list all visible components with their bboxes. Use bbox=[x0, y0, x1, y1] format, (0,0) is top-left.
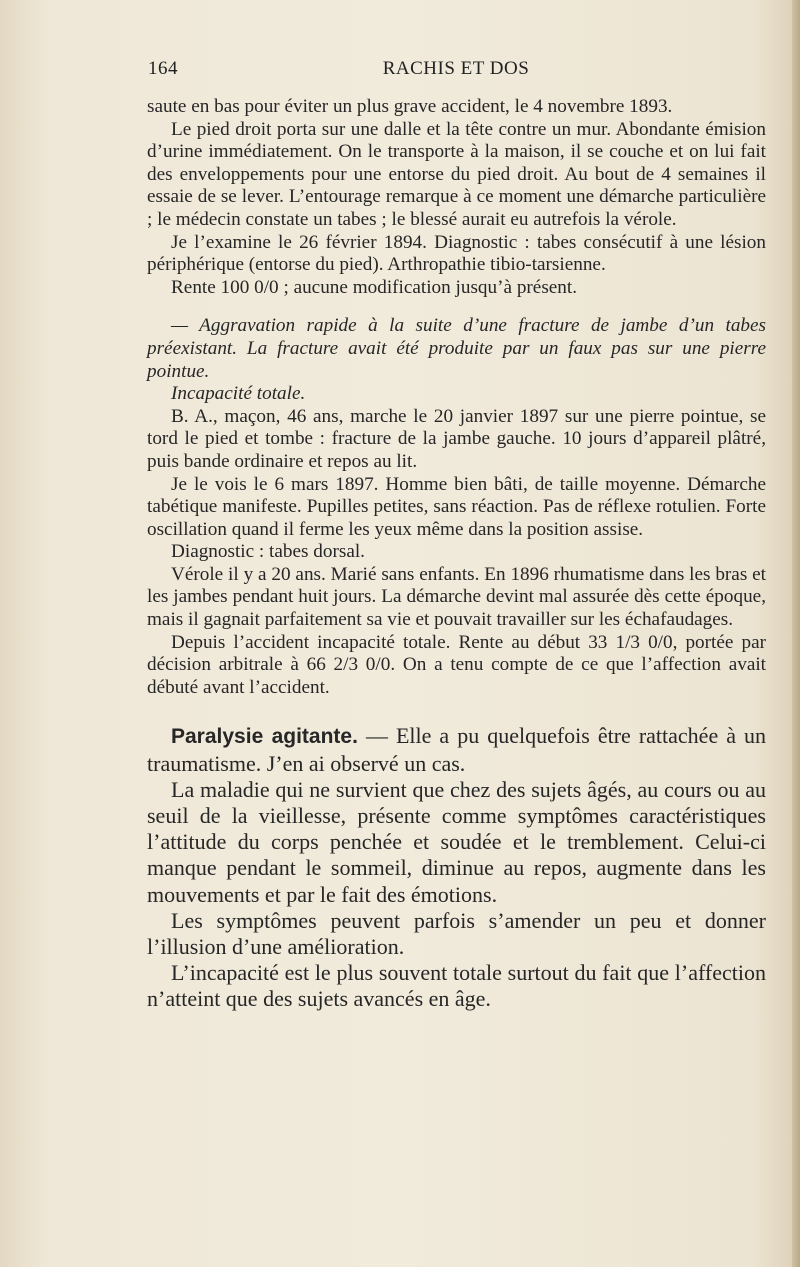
section-heading: Paralysie agitante. bbox=[171, 725, 358, 749]
page-edge bbox=[792, 0, 800, 1267]
running-title: RACHIS ET DOS bbox=[382, 58, 530, 79]
paragraph: Diagnostic : tabes dorsal. bbox=[171, 541, 365, 563]
section-paralysie-agitante bbox=[147, 723, 766, 1012]
page-body bbox=[147, 96, 766, 1013]
section-lead: — Elle a pu quelquefois être rattachée à un traumatisme. J’en ai observé un cas. bbox=[147, 723, 766, 776]
running-header bbox=[148, 58, 764, 86]
paragraph: Le pied droit porta sur une dalle et la tête contre un mur. Abondante émision d’urine immédiatement. On le transporte à la maison, il se couche et on lui fait des enveloppements pour une entorse du pied droit. Au bout de 4 semaines il essaie de se lever. L’entourage remarque à ce moment une démarche particulière ; le médecin constate un tabes ; le blessé aurait eu autrefois la vérole. bbox=[147, 118, 766, 230]
page-number: 164 bbox=[148, 58, 178, 79]
paragraph: L’incapacité est le plus souvent totale surtout du fait que l’affection n’atteint que des sujets avancés en âge. bbox=[147, 960, 766, 1012]
case-block-1 bbox=[147, 96, 766, 299]
paragraph: La maladie qui ne survient que chez des sujets âgés, au cours ou au seuil de la vieillesse, présente comme symptômes caractéristiques l’attitude du corps penchée et soudée et le tremblement. Celui-ci manque pendant le sommeil, diminue au repos, augmente dans les mouvements et par le fait des émotions. bbox=[147, 776, 766, 907]
paragraph: Rente 100 0/0 ; aucune modification jusqu’à présent. bbox=[171, 276, 578, 298]
paragraph: B. A., maçon, 46 ans, marche le 20 janvier 1897 sur une pierre pointue, se tord le pied et tombe : fracture de la jambe gauche. 10 jours d’appareil plâtré, puis bande ordinaire et repos au lit. bbox=[147, 405, 766, 472]
paragraph: saute en bas pour éviter un plus grave accident, le 4 novembre 1893. bbox=[147, 96, 673, 117]
paragraph: Je l’examine le 26 février 1894. Diagnostic : tabes consécutif à une lésion périphérique (entorse du pied). Arthropathie tibio-tarsienne. bbox=[147, 231, 766, 276]
paragraph: Depuis l’accident incapacité totale. Rente au début 33 1/3 0/0, portée par décision arbitrale à 66 2/3 0/0. On a tenu compte de ce que l’affection avait débuté avant l’accident. bbox=[147, 631, 766, 698]
paragraph: Vérole il y a 20 ans. Marié sans enfants. En 1896 rhumatisme dans les bras et les jambes pendant huit jours. La démarche devint mal assurée dès cette époque, mais il gagnait parfaitement sa vie et pouvait travailler sur les échafaudages. bbox=[147, 563, 766, 631]
case-block-2 bbox=[147, 315, 766, 699]
case-title: — Aggravation rapide à la suite d’une fracture de jambe d’un tabes préexistant. La fracture avait été produite par un faux pas sur une pierre pointue. bbox=[147, 315, 766, 382]
paragraph: Les symptômes peuvent parfois s’amender un peu et donner l’illusion d’une amélioration. bbox=[147, 907, 766, 960]
case-subtitle: Incapacité totale. bbox=[171, 383, 306, 405]
section-opening bbox=[147, 723, 766, 776]
paragraph: Je le vois le 6 mars 1897. Homme bien bâti, de taille moyenne. Démarche tabétique manifeste. Pupilles petites, sans réaction. Pas de réflexe rotulien. Forte oscillation quand il ferme les yeux même dans la position assise. bbox=[147, 473, 766, 540]
